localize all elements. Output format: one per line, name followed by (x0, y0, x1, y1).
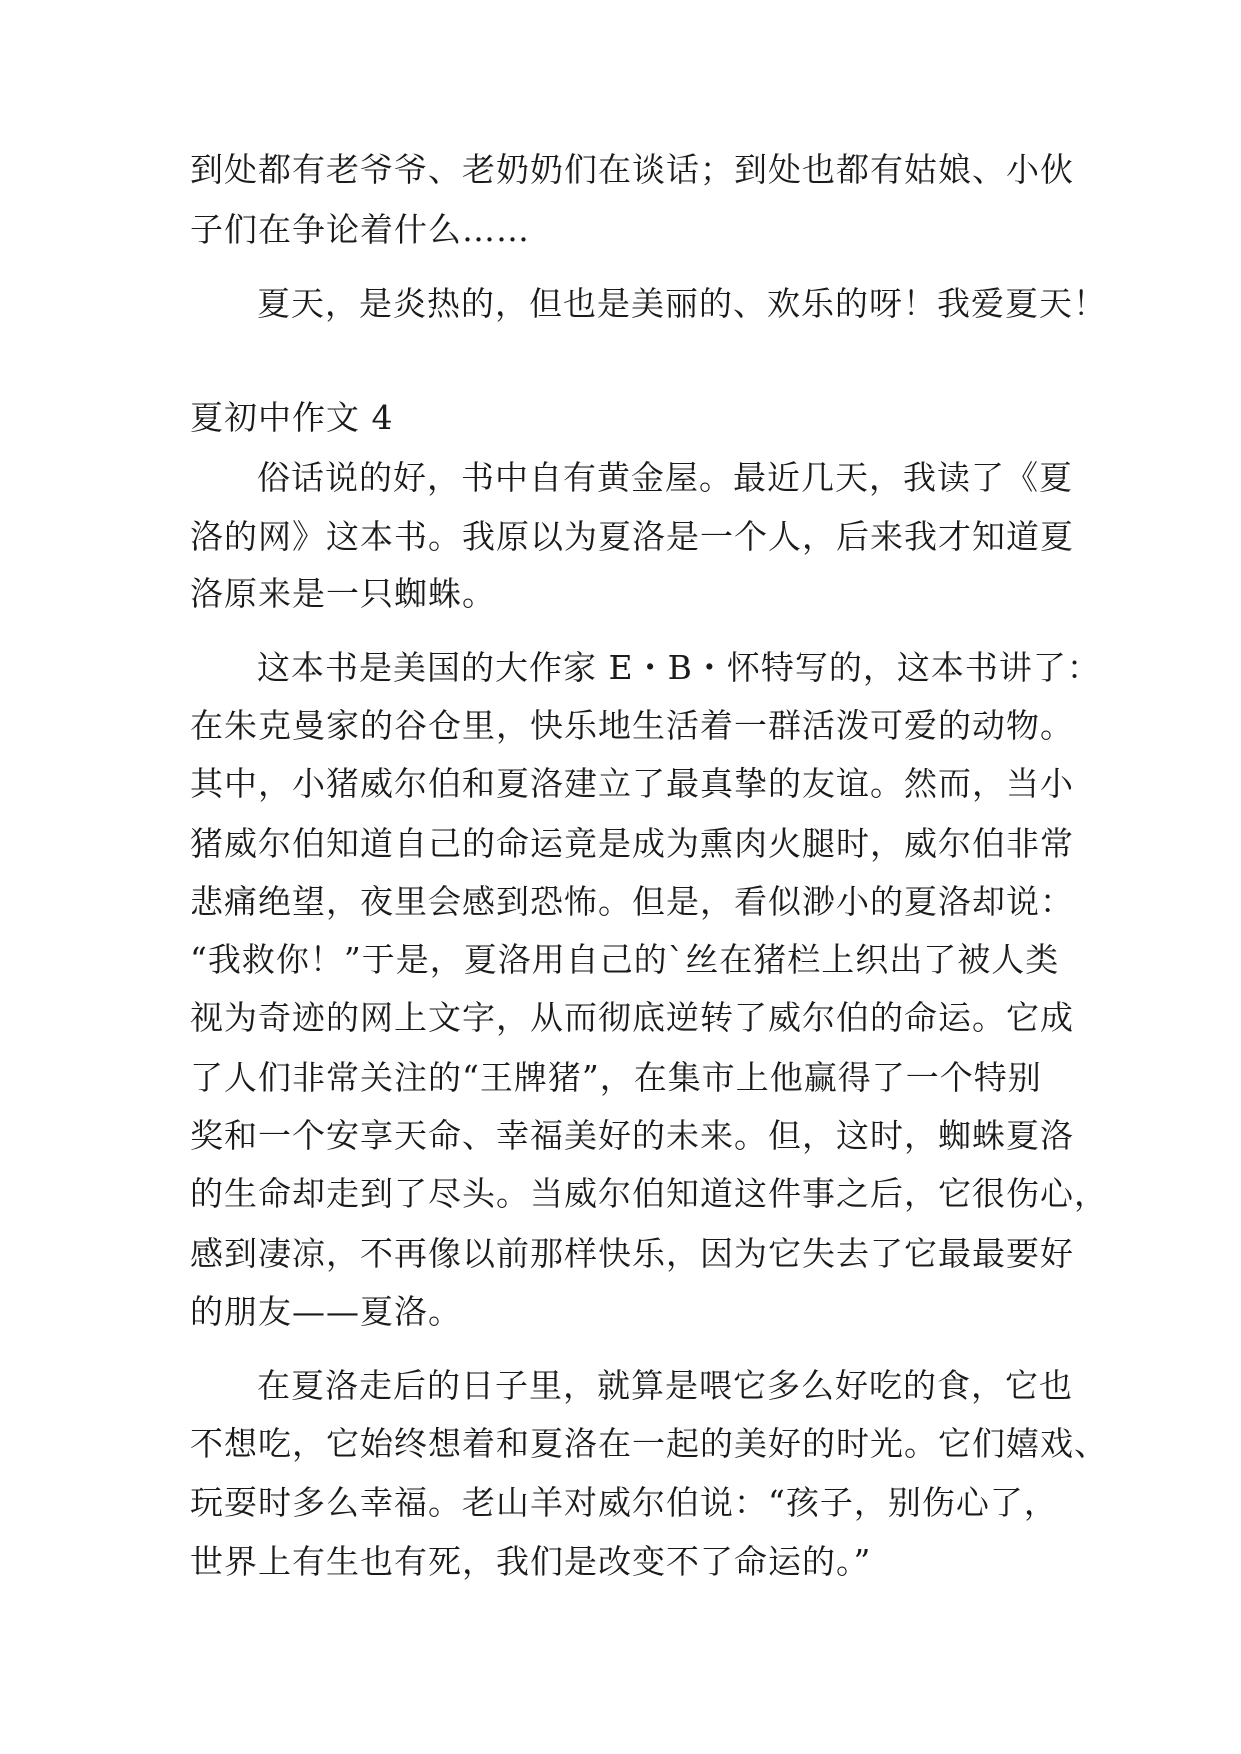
text-line: 世界上有生也有死，我们是改变不了命运的。” (190, 1542, 872, 1581)
text-line: 了人们非常关注的“王牌猪”，在集市上他赢得了一个特别 (190, 1058, 1042, 1097)
text-line: 视为奇迹的网上文字，从而彻底逆转了威尔伯的命运。它成 (190, 998, 1074, 1037)
text-line: 的生命却走到了尽头。当威尔伯知道这件事之后，它很伤心， (190, 1174, 1108, 1213)
text-line: 其中，小猪威尔伯和夏洛建立了最真挚的友谊。然而，当小 (190, 764, 1074, 803)
text-line: 感到凄凉，不再像以前那样快乐，因为它失去了它最最要好 (190, 1234, 1074, 1273)
text-line: 到处都有老爷爷、老奶奶们在谈话；到处也都有姑娘、小伙 (190, 150, 1074, 189)
text-line: 在朱克曼家的谷仓里，快乐地生活着一群活泼可爱的动物。 (190, 706, 1074, 745)
text-line: 这本书是美国的大作家 E・B・怀特写的，这本书讲了： (257, 648, 1101, 687)
text-line: 洛原来是一只蜘蛛。 (190, 574, 496, 613)
text-line: 俗话说的好，书中自有黄金屋。最近几天，我读了《夏 (257, 458, 1073, 497)
text-line: 奖和一个安享天命、幸福美好的未来。但，这时，蜘蛛夏洛 (190, 1116, 1074, 1155)
text-line: 不想吃，它始终想着和夏洛在一起的美好的时光。它们嬉戏、 (190, 1424, 1108, 1463)
text-line: 的朋友——夏洛。 (190, 1292, 462, 1331)
text-line: 子们在争论着什么…… (190, 210, 530, 249)
text-line: 悲痛绝望，夜里会感到恐怖。但是，看似渺小的夏洛却说： (190, 882, 1074, 921)
text-line: 洛的网》这本书。我原以为夏洛是一个人，后来我才知道夏 (190, 517, 1074, 556)
text-line: 猪威尔伯知道自己的命运竟是成为熏肉火腿时，威尔伯非常 (190, 824, 1074, 863)
text-line: “我救你！”于是，夏洛用自己的`丝在猪栏上织出了被人类 (190, 940, 1060, 979)
text-line: 在夏洛走后的日子里，就算是喂它多么好吃的食，它也 (257, 1366, 1073, 1405)
section-heading: 夏初中作文 4 (190, 398, 394, 437)
text-line: 玩耍时多么幸福。老山羊对威尔伯说：“孩子，别伤心了， (190, 1483, 1058, 1522)
text-line: 夏天，是炎热的，但也是美丽的、欢乐的呀！我爱夏天！ (257, 284, 1107, 323)
